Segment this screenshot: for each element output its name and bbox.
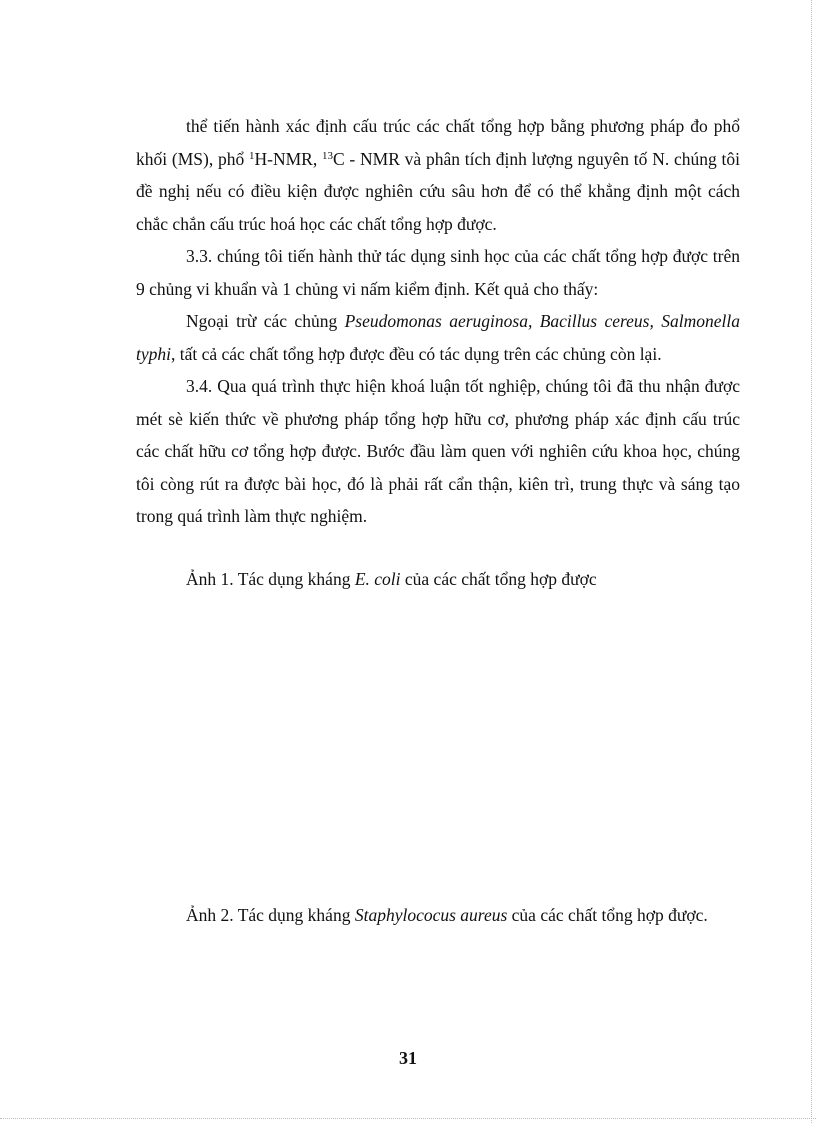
superscript-13: 13 <box>321 149 333 162</box>
figure-caption-1 <box>136 563 740 596</box>
text-run: Ngoại trừ các chủng <box>186 311 345 331</box>
species-name-staph: Staphylococus aureus <box>354 905 508 925</box>
figure-caption-2 <box>136 899 740 932</box>
page-border-bottom <box>0 1118 816 1119</box>
text-run: thể tiến hành xác định cấu trúc các chất tổng hợp bằng phương pháp đo phổ khối (MS), phổ <box>136 116 740 169</box>
paragraph-3-4: 3.4. Qua quá trình thực hiện khoá luận tốt nghiệp, chúng tôi đã thu nhận được mét sè kiến thức về phương pháp tổng hợp hữu cơ, phương pháp xác định cấu trúc các chất hữu cơ tổng hợp được. Bước đầu làm quen với nghiên cứu khoa học, chúng tôi còng rút ra được bài học, đó là phải rất cẩn thận, kiên trì, trung thực và sáng tạo trong quá trình làm thực nghiệm. <box>136 376 740 526</box>
text-run: Ảnh 2. Tác dụng kháng <box>186 905 355 925</box>
page-number: 31 <box>399 1048 417 1068</box>
page-border-right <box>811 0 812 1123</box>
text-run: của các chất tổng hợp được <box>400 569 597 589</box>
superscript-1: 1 <box>249 149 255 162</box>
text-run: Ảnh 1. Tác dụng kháng <box>186 569 355 589</box>
figure-1-placeholder <box>136 600 740 890</box>
body-text <box>136 110 740 533</box>
text-run: C - NMR và phân tích định lượng nguyên tố N. chúng tôi đề nghị nếu có điều kiện được nghiên cứu sâu hơn để có thể khẳng định một cách chắc chắn cấu trúc hoá học các chất tổng hợp được. <box>136 148 740 234</box>
text-run: H-NMR, <box>254 148 322 169</box>
text-run: , tất cả các chất tổng hợp được đều có tác dụng trên các chủng còn lại. <box>171 343 662 364</box>
species-name-ecoli: E. coli <box>354 569 401 589</box>
figure-2-placeholder <box>136 965 740 1035</box>
paragraph-3-3: 3.3. chúng tôi tiến hành thử tác dụng sinh học của các chất tổng hợp được trên 9 chủng vi khuẩn và 1 chủng vi nấm kiểm định. Kết quả cho thấy: <box>136 246 740 299</box>
text-run: của các chất tổng hợp được. <box>507 905 708 925</box>
paragraph-conclusion-structure <box>136 110 740 240</box>
species-names: Pseudomonas aeruginosa, Bacillus cereus, Salmonella typhi <box>136 311 740 364</box>
paragraph-strains <box>136 305 740 370</box>
